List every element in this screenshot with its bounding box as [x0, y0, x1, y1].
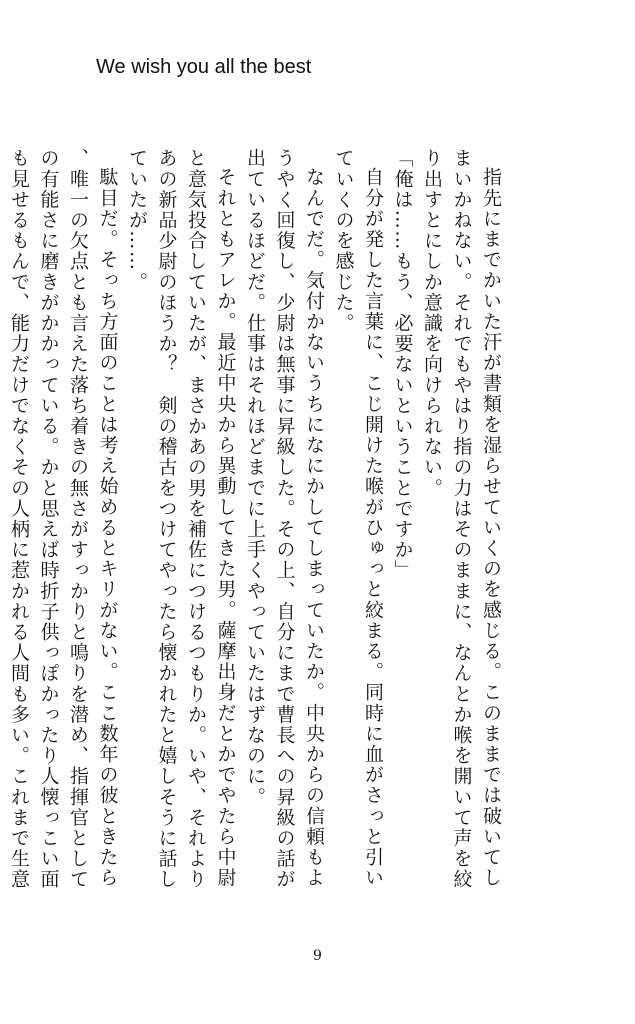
- paragraph: なんでだ。気付かないうちになにかしてしまっていたか。中央からの信頼もようやく回復し、少尉は無事に昇級した。その上、自分にまで曹長への昇級の話が出ているほどだ。仕事はそれほどまでに上手くやっていたはずなのに。: [244, 148, 325, 890]
- dialogue-line: 「俺は……もう、必要ないということですか」: [391, 148, 414, 581]
- paragraph: 駄目だ。そっち方面のことは考え始めるとキリがない。ここ数年の彼ときたら、唯一の欠点とも言えた落ち着きの無さがすっかりと鳴りを潜め、指揮官としての有能さに磨きがかかっている。かと思えば時折子供っぽかったり人懐っこい面も見せるもんで、能力だけでなくその人柄に惹かれる人間も多い。これまで生意: [8, 148, 119, 890]
- page-number: 9: [313, 948, 322, 964]
- running-header: We wish you all the best: [96, 56, 312, 78]
- paragraph: 指先にまでかいた汗が書類を湿らせていくのを感じる。このままでは破いてしまいかねない。それでもやはり指の力はそのままに、なんとか喉を開いて声を絞り出すとにしか意識を向けられない。: [421, 148, 502, 890]
- paragraph: 自分が発した言葉に、こじ開けた喉がひゅっと絞まる。同時に血がさっと引いていくのを感じた。: [332, 148, 384, 888]
- body-text: [0, 148, 505, 908]
- paragraph: それともアレか。最近中央から異動してきた男。薩摩出身だとかでやたら中尉と意気投合していたが、まさかあの男を補佐につけるつもりか。いや、それよりあの新品少尉のほうか？ 剣の稽古をつけてやったら懐かれたと嬉しそうに話していたが……。: [126, 148, 237, 890]
